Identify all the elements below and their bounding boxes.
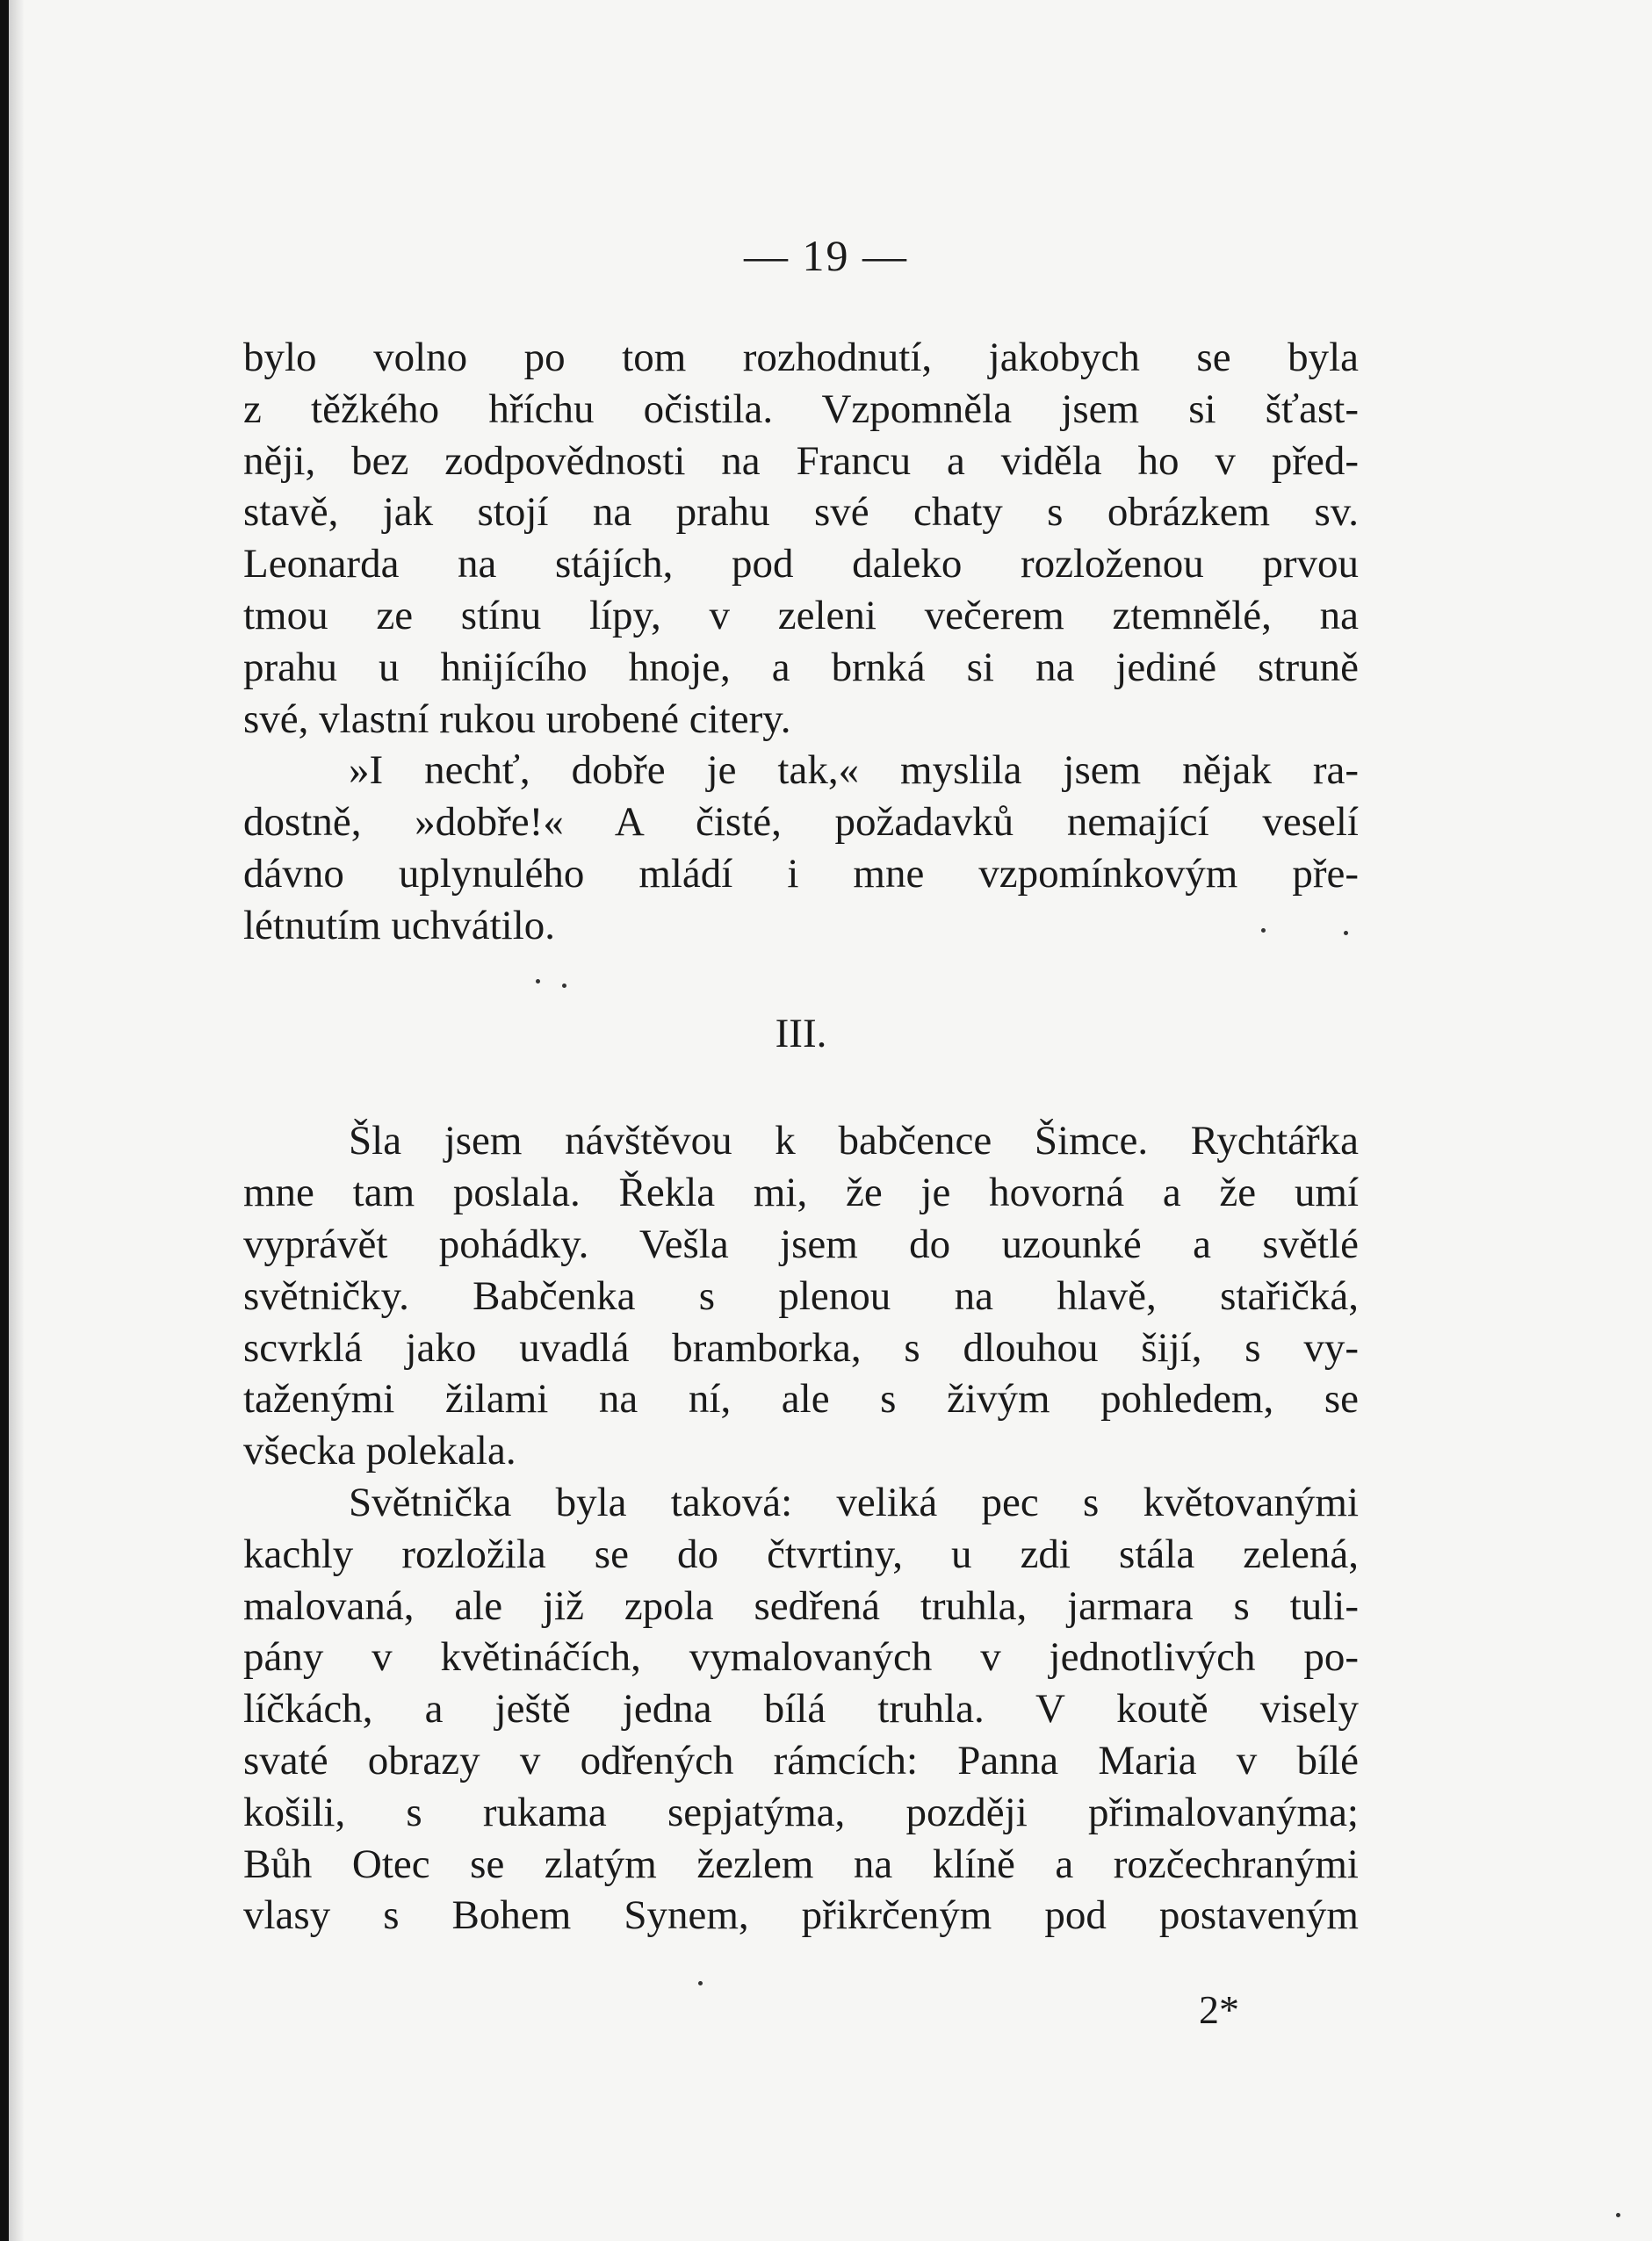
- text-line: dávno uplynulého mládí i mne vzpomínkovým pře-: [243, 850, 1359, 897]
- scan-speck: [562, 984, 566, 988]
- page-text: [243, 332, 1359, 1942]
- text-line: »I nechť, dobře je tak,« myslila jsem nějak ra-: [349, 747, 1359, 794]
- text-line: pány v květináčích, vymalovaných v jednotlivých po-: [243, 1634, 1359, 1681]
- text-line: světničky. Babčenka s plenou na hlavě, stařičká,: [243, 1272, 1359, 1319]
- text-line: létnutím uchvátilo.: [243, 902, 556, 948]
- page-number: — 19 —: [744, 231, 908, 280]
- printer-signature-mark: 2*: [1199, 1987, 1239, 2032]
- spacer: [243, 1059, 1359, 1115]
- scan-speck: [536, 979, 540, 984]
- text-line: vlasy s Bohem Synem, přikrčeným pod postaveným: [243, 1892, 1359, 1939]
- scan-speck: [1261, 928, 1266, 933]
- text-line: své, vlastní rukou urobené citery.: [243, 695, 791, 742]
- scan-binding-shadow: [9, 0, 25, 2241]
- text-line: malovaná, ale již zpola sedřená truhla, jarmara s tuli-: [243, 1582, 1359, 1629]
- text-line: líčkách, a ještě jedna bílá truhla. V koutě visely: [243, 1686, 1359, 1733]
- text-line: taženými žilami na ní, ale s živým pohledem, se: [243, 1376, 1359, 1423]
- scan-binding-edge: [0, 0, 9, 2241]
- scan-speck: [1344, 931, 1348, 935]
- section-heading: III.: [775, 1010, 827, 1056]
- text-line: Bůh Otec se zlatým žezlem na klíně a rozčechranými: [243, 1841, 1359, 1887]
- text-line: všecka polekala.: [243, 1428, 516, 1474]
- text-line: tmou ze stínu lípy, v zeleni večerem ztemnělé, na: [243, 592, 1359, 638]
- text-line: bylo volno po tom rozhodnutí, jakobych se byla: [243, 335, 1359, 380]
- text-line: něji, bez zodpovědnosti na Francu a viděla ho v před-: [243, 437, 1359, 484]
- text-line: Šla jsem návštěvou k babčence Šimce. Rychtářka: [349, 1118, 1359, 1164]
- text-line: Světnička byla taková: veliká pec s květovanými: [349, 1479, 1359, 1525]
- text-line: vyprávět pohádky. Vešla jsem do uzounké a světlé: [243, 1221, 1359, 1267]
- text-line: z těžkého hříchu očistila. Vzpomněla jsem si šťast-: [243, 386, 1359, 432]
- text-line: scvrklá jako uvadlá bramborka, s dlouhou šijí, s vy-: [243, 1324, 1359, 1371]
- spacer: [243, 952, 1359, 1008]
- text-line: košili, s rukama sepjatýma, později přimalovanýma;: [243, 1789, 1359, 1835]
- text-line: stavě, jak stojí na prahu své chaty s obrázkem sv.: [243, 489, 1359, 536]
- text-line: kachly rozložila se do čtvrtiny, u zdi stála zelená,: [243, 1531, 1359, 1577]
- text-line: svaté obrazy v odřených rámcích: Panna Maria v bílé: [243, 1737, 1359, 1783]
- text-line: Leonarda na stájích, pod daleko rozloženou prvou: [243, 541, 1359, 587]
- text-line: prahu u hnijícího hnoje, a brnká si na jediné struně: [243, 644, 1359, 690]
- text-line: dostně, »dobře!« A čisté, požadavků nemající veselí: [243, 799, 1359, 846]
- scan-speck: [698, 1981, 703, 1985]
- text-line: mne tam poslala. Řekla mi, že je hovorná a že umí: [243, 1170, 1359, 1216]
- scan-speck: [1616, 2213, 1620, 2217]
